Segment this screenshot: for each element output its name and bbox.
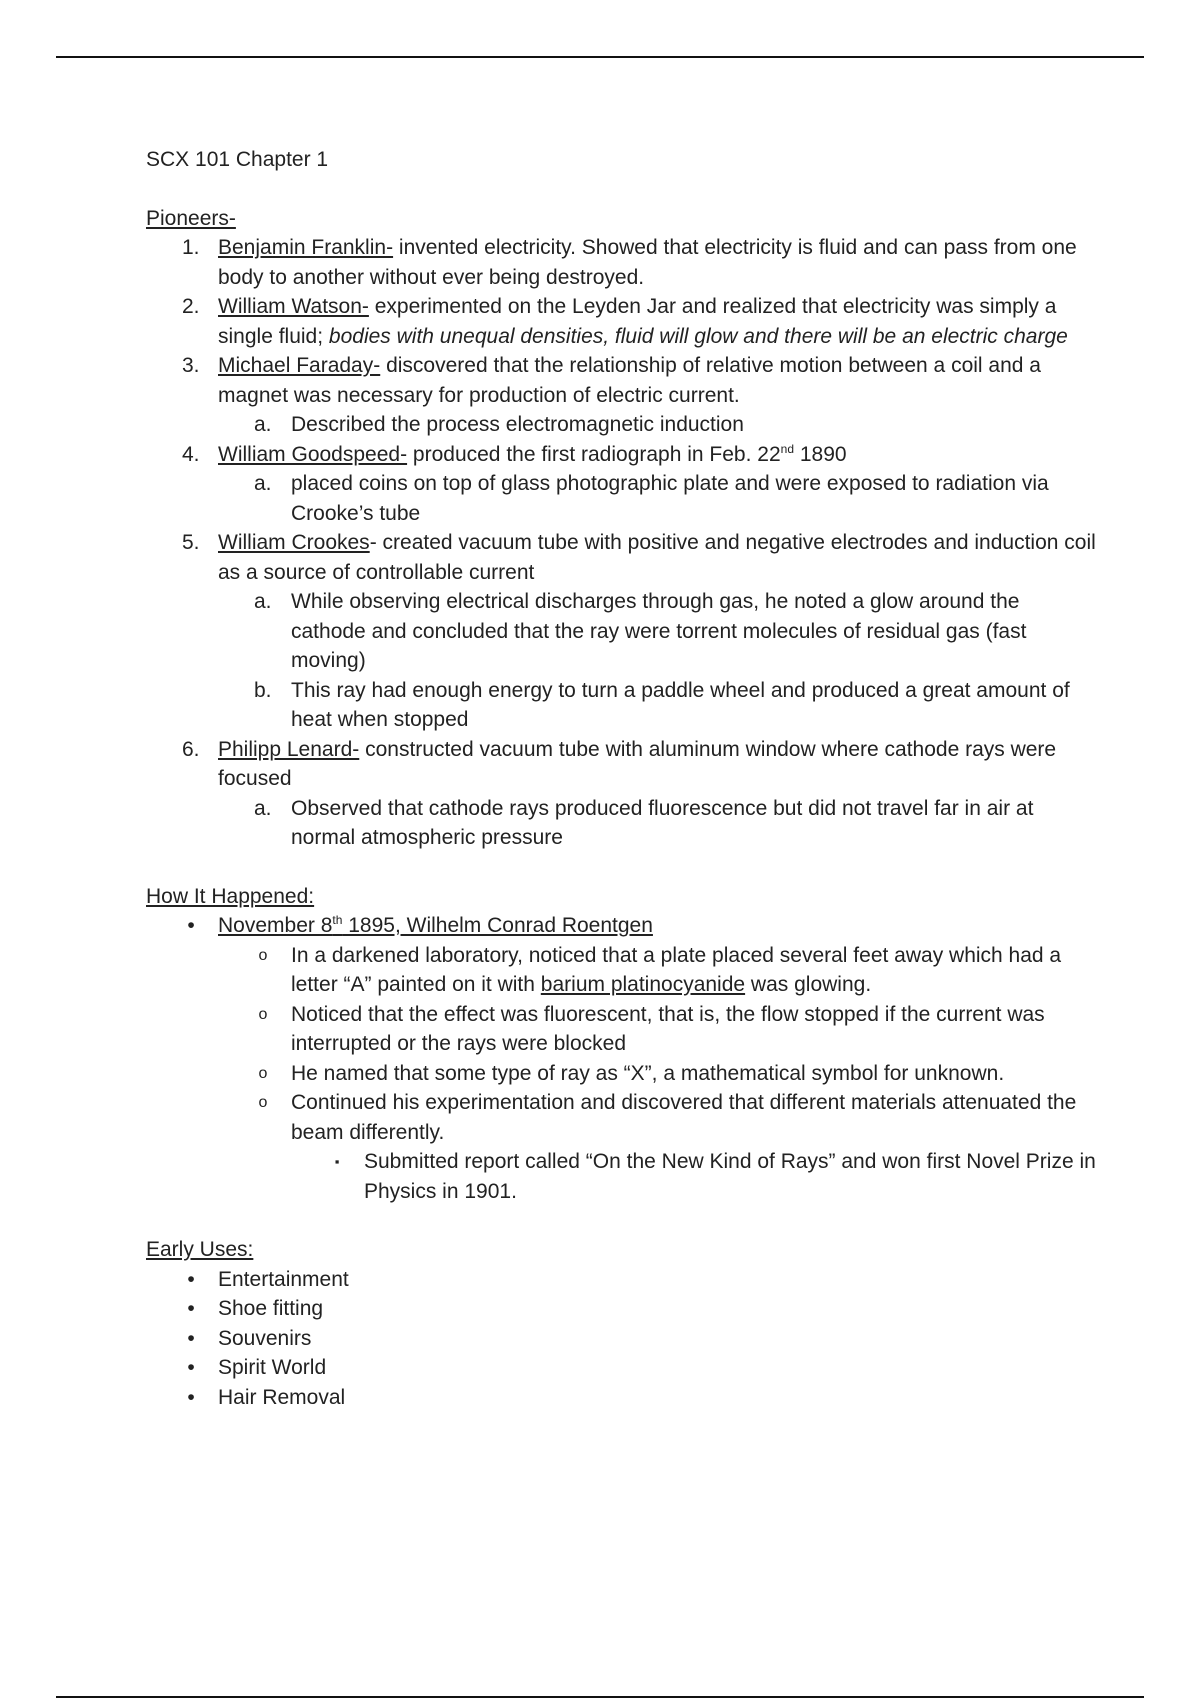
bottom-rule — [56, 1696, 1144, 1698]
pioneer-name: Michael Faraday- — [218, 354, 381, 377]
circle-bullet-icon: o — [258, 946, 268, 964]
pioneers-heading: Pioneers- — [146, 206, 236, 230]
top-rule — [56, 56, 1144, 58]
superscript: nd — [780, 441, 794, 456]
circle-bullet-icon: o — [258, 1094, 268, 1111]
bullet-icon: • — [187, 914, 195, 937]
pioneer-description: constructed vacuum tube with aluminum window where cathode rays were focused — [218, 737, 1057, 790]
sub-letter: b. — [254, 678, 272, 702]
list-item: • Entertainment — [146, 1265, 1096, 1295]
list-item: • Hair Removal — [146, 1383, 1096, 1413]
list-item: o Noticed that the effect was fluorescent, that is, the flow stopped if the current was interrupted or the rays were blocked — [146, 1000, 1096, 1059]
list-number: 5. — [182, 531, 200, 554]
pioneer-name: William Goodspeed- — [218, 442, 408, 466]
pioneers-list — [146, 233, 1096, 853]
pioneer-name: William Watson- — [218, 295, 369, 318]
list-item: • Shoe fitting — [146, 1294, 1096, 1324]
document-body — [146, 145, 1096, 1412]
sub-text: While observing electrical discharges through gas, he noted a glow around the cathode and concluded that the ray were torrent molecules of residual gas (fast moving) — [291, 590, 1027, 672]
superscript: th — [332, 913, 343, 927]
pioneer-description: produced the first radiograph in Feb. 22 — [407, 442, 781, 466]
sub-letter: a. — [254, 472, 272, 495]
list-number: 2. — [182, 295, 200, 318]
list-item — [146, 911, 1096, 941]
pioneer-description: invented electricity. Showed that electricity is fluid and can pass from one body to another without ever being destroyed. — [218, 236, 1077, 289]
sub-letter: a. — [254, 590, 272, 613]
bullet-icon: • — [187, 1356, 195, 1379]
how-it-happened-heading: How It Happened: — [146, 884, 315, 908]
list-item: ▪ Submitted report called “On the New Kind of Rays” and won first Novel Prize in Physics in 1901. — [146, 1147, 1096, 1206]
list-number: 4. — [182, 442, 200, 466]
pioneer-description-end: 1890 — [794, 442, 847, 466]
pioneer-item-4 — [146, 440, 1096, 470]
bullet-icon: • — [187, 1297, 195, 1320]
list-number: 3. — [182, 354, 200, 377]
pioneer-item-6 — [146, 735, 1096, 794]
sub-text: Observed that cathode rays produced fluorescence but did not travel far in air at normal atmospheric pressure — [291, 796, 1034, 849]
pioneer-name: Benjamin Franklin- — [218, 236, 394, 259]
sub-text: This ray had enough energy to turn a paddle wheel and produced a great amount of heat when stopped — [291, 678, 1070, 731]
list-item: o Continued his experimentation and discovered that different materials attenuated the beam differently. — [146, 1088, 1096, 1147]
pioneer-name: William Crookes — [218, 531, 370, 554]
bullet-icon: • — [187, 1385, 195, 1409]
list-item: • Spirit World — [146, 1353, 1096, 1383]
bullet-icon: • — [187, 1267, 195, 1291]
pioneer-subitem — [146, 587, 1096, 676]
pioneer-item-5 — [146, 528, 1096, 587]
pioneer-subitem — [146, 410, 1096, 440]
pioneer-name: Philipp Lenard- — [218, 737, 360, 761]
list-number: 6. — [182, 737, 200, 761]
pioneer-item-3 — [146, 351, 1096, 410]
pioneer-description: discovered that the relationship of relative motion between a coil and a magnet was necessary for production of electric current. — [218, 354, 1041, 407]
early-uses-heading: Early Uses: — [146, 1238, 254, 1261]
pioneer-italic-note: bodies with unequal densities, fluid will glow and there will be an electric charge — [328, 324, 1068, 348]
early-uses-list — [146, 1265, 1096, 1413]
sub-letter: a. — [254, 413, 272, 436]
pioneer-subitem — [146, 794, 1096, 853]
list-item: o In a darkened laboratory, noticed that a plate placed several feet away which had a letter “A” painted on it with barium platinocyanide was glowing. — [146, 941, 1096, 1000]
pioneer-item-2 — [146, 292, 1096, 351]
barium-term: barium platinocyanide — [540, 973, 746, 996]
how-it-happened-list — [146, 911, 1096, 1206]
sub-text: placed coins on top of glass photographic plate and were exposed to radiation via Crooke’s tube — [291, 472, 1049, 525]
sub-text: Described the process electromagnetic induction — [291, 413, 744, 436]
square-bullet-icon: ▪ — [334, 1154, 340, 1169]
circle-bullet-icon: o — [258, 1064, 268, 1082]
pioneer-description: experimented on the Leyden Jar and realized that electricity was simply a single fluid; — [218, 295, 1057, 348]
pioneer-subitem — [146, 676, 1096, 735]
list-item: • Souvenirs — [146, 1324, 1096, 1354]
document-title: SCX 101 Chapter 1 — [146, 148, 329, 171]
list-number: 1. — [182, 236, 200, 259]
sub-letter: a. — [254, 796, 272, 820]
event-date-heading: November 8th 1895, Wilhelm Conrad Roentgen — [218, 913, 653, 937]
pioneer-description: - created vacuum tube with positive and negative electrodes and induction coil as a source of controllable current — [218, 531, 1096, 584]
pioneer-item-1 — [146, 233, 1096, 292]
list-item: o He named that some type of ray as “X”, a mathematical symbol for unknown. — [146, 1059, 1096, 1089]
circle-bullet-icon: o — [258, 1005, 268, 1023]
bullet-icon: • — [187, 1326, 195, 1350]
pioneer-subitem — [146, 469, 1096, 528]
